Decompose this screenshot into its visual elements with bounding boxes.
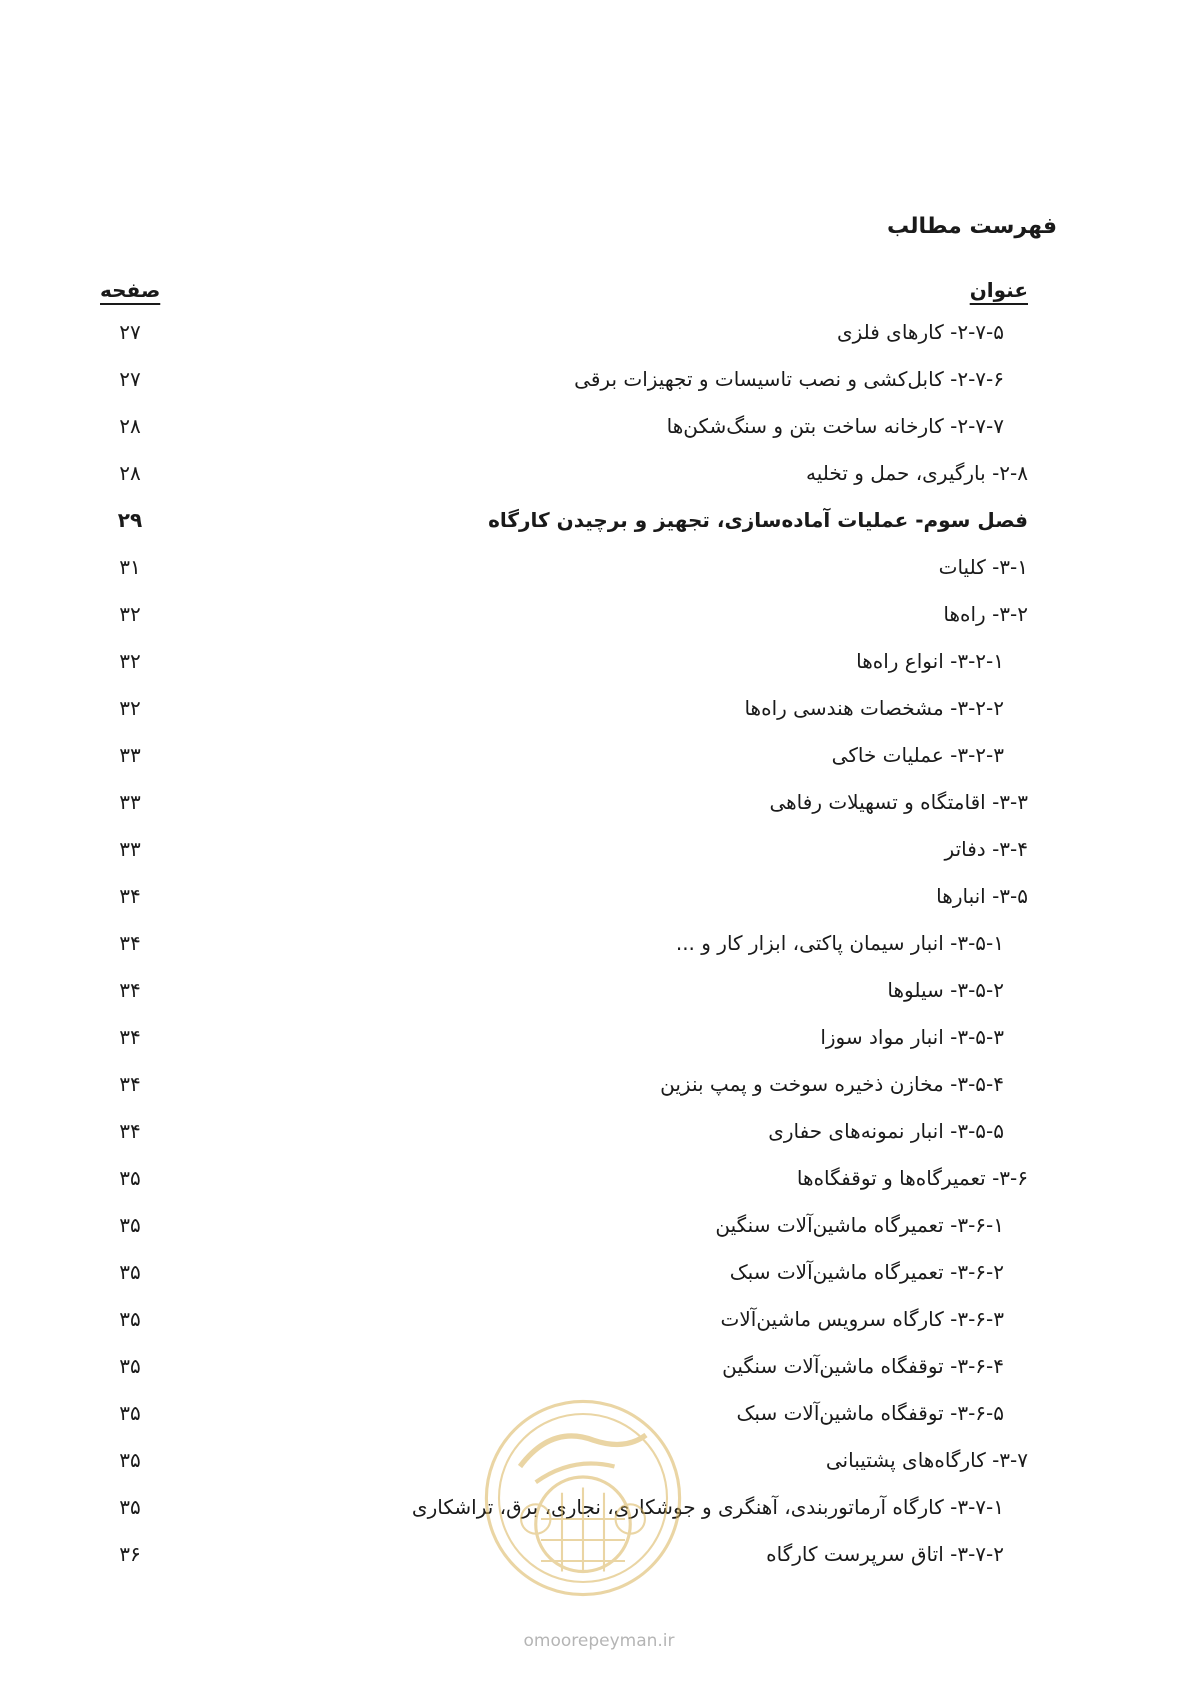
toc-entry-title: ۳-۷-۱- کارگاه آرماتوربندی، آهنگری و جوشکاری، نجاری، برق، تراشکاری — [411, 1495, 1004, 1519]
toc-row — [0, 1346, 1191, 1393]
toc-entry-page: ۳۴ — [119, 1119, 141, 1143]
toc-row — [0, 406, 1191, 453]
toc-entry-title: ۳-۵-۳- انبار مواد سوزا — [820, 1025, 1004, 1049]
toc-row — [0, 970, 1191, 1017]
toc-entry-title: ۳-۶-۲- تعمیرگاه ماشین‌آلات سبک — [729, 1260, 1004, 1284]
toc-entry-title: ۳-۴- دفاتر — [944, 837, 1028, 861]
toc-entry-page: ۳۵ — [119, 1260, 141, 1284]
toc-row — [0, 735, 1191, 782]
toc-entry-title: ۳-۶-۵- توقفگاه ماشین‌آلات سبک — [736, 1401, 1004, 1425]
toc-row — [0, 688, 1191, 735]
toc-entry-page: ۳۲ — [119, 602, 141, 626]
toc-entry-page: ۳۲ — [119, 696, 141, 720]
toc-entry-page: ۳۴ — [119, 1072, 141, 1096]
title-column-header: عنوان — [969, 278, 1028, 302]
toc-entry-title: ۳-۵- انبارها — [936, 884, 1028, 908]
toc-entry-page: ۳۶ — [119, 1542, 141, 1566]
toc-entry-title: ۳-۲-۱- انواع راه‌ها — [856, 649, 1004, 673]
toc-row — [0, 923, 1191, 970]
toc-entry-title: ۳-۵-۲- سیلوها — [887, 978, 1004, 1002]
toc-entry-title: ۳-۵-۱- انبار سیمان پاکتی، ابزار کار و ... — [675, 931, 1004, 955]
page-column-header: صفحه — [100, 278, 161, 302]
toc-entry-page: ۳۲ — [119, 649, 141, 673]
page-title: فهرست مطالب — [886, 214, 1057, 239]
toc-entry-page: ۳۵ — [119, 1401, 141, 1425]
toc-entry-page: ۳۵ — [119, 1213, 141, 1237]
toc-row — [0, 547, 1191, 594]
toc-row — [0, 641, 1191, 688]
toc-row — [0, 1205, 1191, 1252]
toc-entry-title: ۳-۶-۴- توقفگاه ماشین‌آلات سنگین — [722, 1354, 1004, 1378]
toc-row — [0, 359, 1191, 406]
toc-row — [0, 453, 1191, 500]
toc-entry-title: ۳-۵-۴- مخازن ذخیره سوخت و پمپ بنزین — [660, 1072, 1004, 1096]
watermark-seal-icon — [478, 1393, 688, 1603]
toc-row — [0, 594, 1191, 641]
toc-entry-page: ۳۳ — [119, 790, 141, 814]
toc-entry-title: ۲-۷-۶- کابل‌کشی و نصب تاسیسات و تجهیزات برقی — [574, 367, 1004, 391]
toc-row — [0, 312, 1191, 359]
toc-entry-page: ۲۸ — [119, 414, 141, 438]
toc-entry-title: ۳-۷-۲- اتاق سرپرست کارگاه — [766, 1542, 1004, 1566]
toc-entry-title: ۳-۲-۲- مشخصات هندسی راه‌ها — [744, 696, 1004, 720]
toc-row — [0, 876, 1191, 923]
toc-entry-title: ۳-۶-۱- تعمیرگاه ماشین‌آلات سنگین — [715, 1213, 1004, 1237]
toc-entry-page: ۳۵ — [119, 1448, 141, 1472]
toc-entry-title: ۲-۷-۷- کارخانه ساخت بتن و سنگ‌شکن‌ها — [666, 414, 1004, 438]
toc-entry-page: ۲۷ — [119, 320, 141, 344]
toc-row — [0, 1299, 1191, 1346]
toc-entry-page: ۳۴ — [119, 1025, 141, 1049]
toc-entry-page: ۲۷ — [119, 367, 141, 391]
toc-entry-page: ۳۵ — [119, 1495, 141, 1519]
toc-row — [0, 1252, 1191, 1299]
toc-entry-title: ۲-۷-۵- کارهای فلزی — [836, 320, 1004, 344]
toc-entry-page: ۳۴ — [119, 884, 141, 908]
toc-entry-title: ۳-۲- راه‌ها — [943, 602, 1028, 626]
toc-row — [0, 829, 1191, 876]
toc-entry-title: ۳-۶- تعمیرگاه‌ها و توقفگاه‌ها — [796, 1166, 1028, 1190]
toc-entry-page: ۳۱ — [119, 555, 141, 579]
toc-entry-page: ۳۴ — [119, 978, 141, 1002]
toc-row — [0, 782, 1191, 829]
toc-row — [0, 1111, 1191, 1158]
toc-entry-title: ۳-۲-۳- عملیات خاکی — [831, 743, 1004, 767]
toc-row — [0, 1017, 1191, 1064]
watermark-url: omoorepeyman.ir — [523, 1631, 675, 1651]
toc-entry-page: ۲۸ — [119, 461, 141, 485]
toc-list — [0, 312, 1191, 1581]
toc-entry-title: ۳-۳- اقامتگاه و تسهیلات رفاهی — [769, 790, 1028, 814]
toc-entry-page: ۳۳ — [119, 837, 141, 861]
toc-row — [0, 500, 1191, 547]
toc-entry-page: ۳۵ — [119, 1166, 141, 1190]
toc-entry-title: فصل سوم- عملیات آماده‌سازی، تجهیز و برچیدن کارگاه — [488, 508, 1028, 532]
toc-entry-title: ۳-۵-۵- انبار نمونه‌های حفاری — [768, 1119, 1004, 1143]
toc-entry-page: ۳۳ — [119, 743, 141, 767]
toc-entry-title: ۳-۱- کلیات — [938, 555, 1028, 579]
toc-entry-page: ۳۵ — [119, 1307, 141, 1331]
toc-entry-page: ۲۹ — [117, 508, 143, 532]
toc-entry-page: ۳۴ — [119, 931, 141, 955]
toc-row — [0, 1064, 1191, 1111]
toc-row — [0, 1158, 1191, 1205]
toc-entry-title: ۳-۷- کارگاه‌های پشتیبانی — [825, 1448, 1028, 1472]
toc-entry-page: ۳۵ — [119, 1354, 141, 1378]
toc-entry-title: ۲-۸- بارگیری، حمل و تخلیه — [806, 461, 1028, 485]
toc-entry-title: ۳-۶-۳- کارگاه سرویس ماشین‌آلات — [720, 1307, 1004, 1331]
